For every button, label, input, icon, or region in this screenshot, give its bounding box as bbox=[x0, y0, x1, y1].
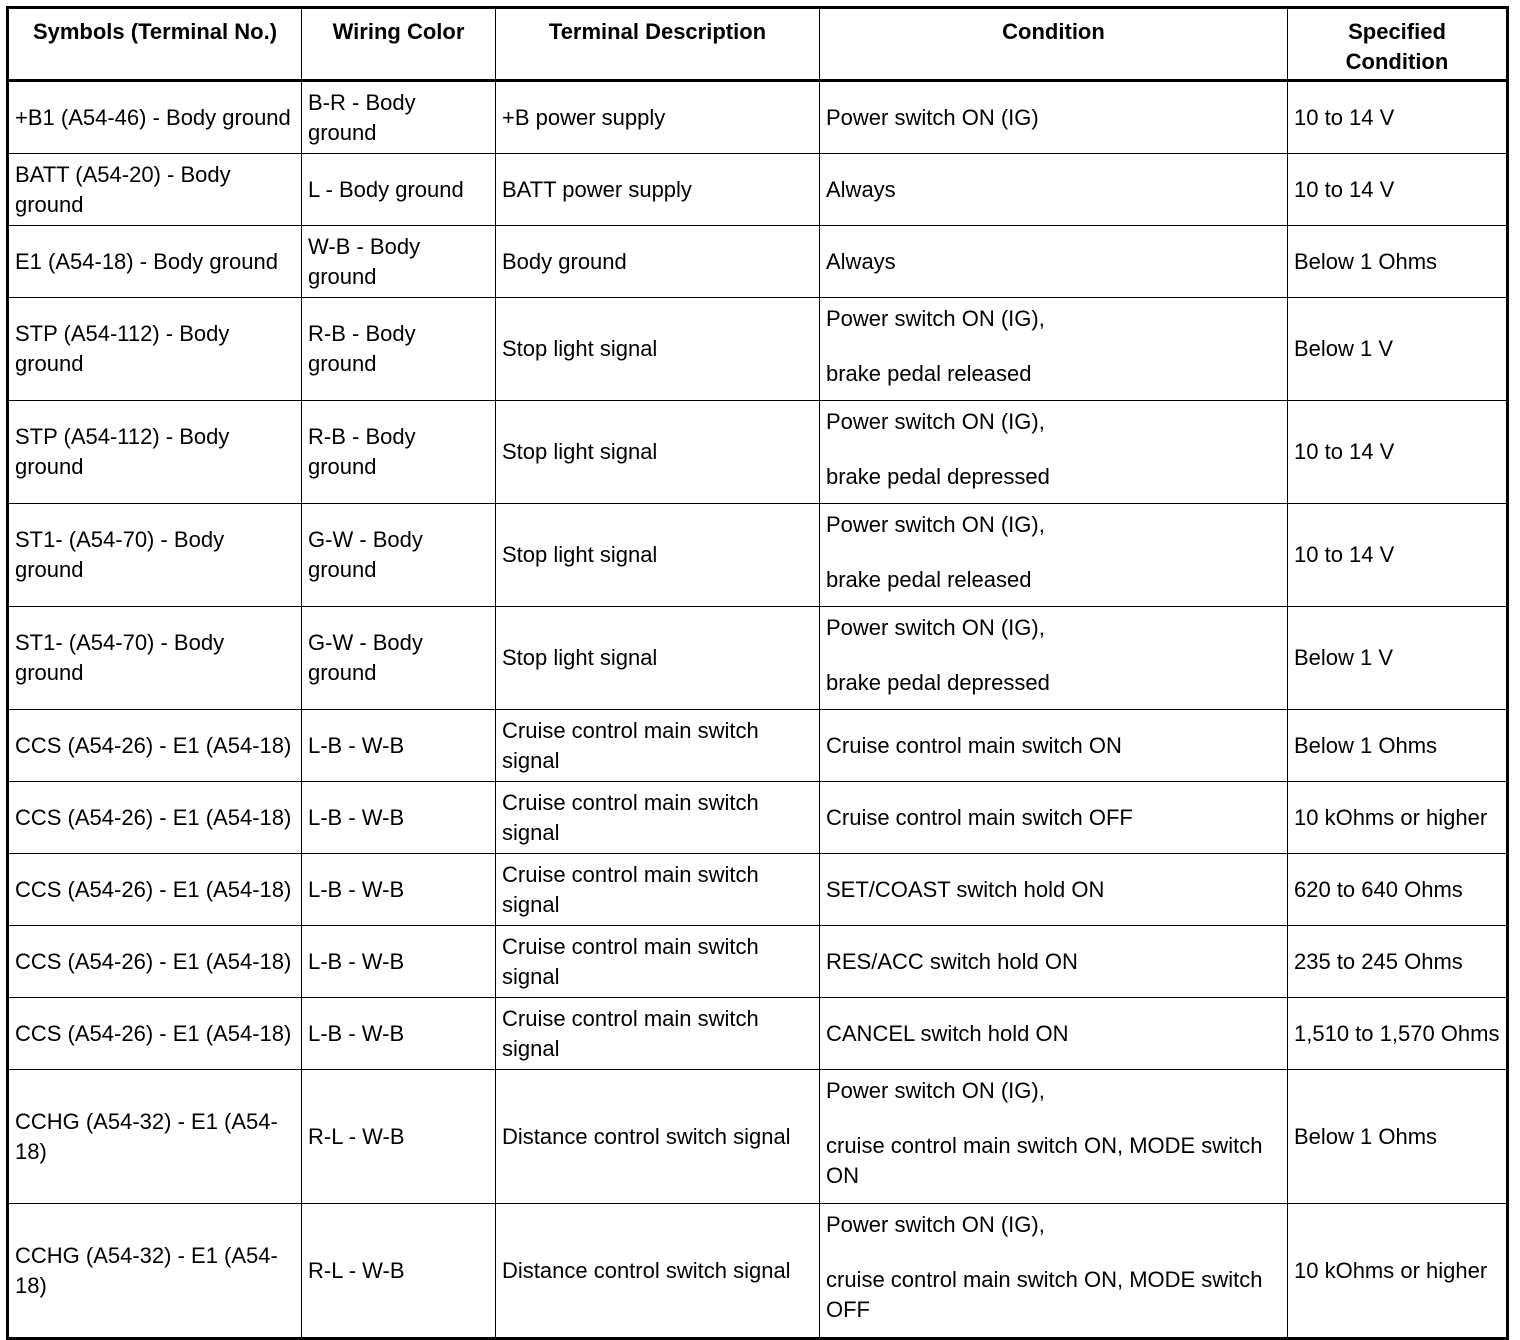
cell-wiring-color: W-B - Body ground bbox=[302, 226, 496, 298]
condition-line: cruise control main switch ON, MODE switch OFF bbox=[826, 1267, 1263, 1322]
cell-condition bbox=[820, 607, 1288, 710]
condition-line-gap bbox=[826, 643, 1281, 668]
condition-line: Power switch ON (IG), bbox=[826, 615, 1045, 640]
cell-specified-condition: 10 to 14 V bbox=[1288, 504, 1508, 607]
cell-symbol: STP (A54-112) - Body ground bbox=[8, 298, 302, 401]
header-terminal-description: Terminal Description bbox=[496, 8, 820, 81]
cell-condition bbox=[820, 298, 1288, 401]
condition-line: Always bbox=[826, 248, 896, 274]
condition-line: Cruise control main switch ON bbox=[826, 732, 1122, 758]
cell-condition bbox=[820, 154, 1288, 226]
cell-specified-condition: 10 to 14 V bbox=[1288, 154, 1508, 226]
cell-symbol: ST1- (A54-70) - Body ground bbox=[8, 607, 302, 710]
cell-terminal-description: Cruise control main switch signal bbox=[496, 926, 820, 998]
cell-wiring-color: R-L - W-B bbox=[302, 1070, 496, 1204]
table-row bbox=[8, 1070, 1508, 1204]
cell-wiring-color: R-L - W-B bbox=[302, 1204, 496, 1339]
terminal-spec-table bbox=[6, 6, 1509, 1340]
cell-specified-condition: 10 to 14 V bbox=[1288, 81, 1508, 154]
condition-line-gap bbox=[826, 437, 1281, 462]
cell-condition bbox=[820, 998, 1288, 1070]
cell-specified-condition: Below 1 Ohms bbox=[1288, 1070, 1508, 1204]
cell-condition bbox=[820, 854, 1288, 926]
cell-symbol: CCS (A54-26) - E1 (A54-18) bbox=[8, 854, 302, 926]
cell-condition bbox=[820, 1070, 1288, 1204]
cell-terminal-description: BATT power supply bbox=[496, 154, 820, 226]
table-row bbox=[8, 607, 1508, 710]
condition-line: Power switch ON (IG) bbox=[826, 104, 1039, 130]
table-row bbox=[8, 226, 1508, 298]
cell-symbol: +B1 (A54-46) - Body ground bbox=[8, 81, 302, 154]
condition-line: Power switch ON (IG), bbox=[826, 409, 1045, 434]
cell-symbol: BATT (A54-20) - Body ground bbox=[8, 154, 302, 226]
condition-line: Power switch ON (IG), bbox=[826, 1212, 1045, 1237]
cell-specified-condition: Below 1 V bbox=[1288, 607, 1508, 710]
condition-line: brake pedal depressed bbox=[826, 464, 1050, 489]
header-wiring-color: Wiring Color bbox=[302, 8, 496, 81]
cell-condition bbox=[820, 504, 1288, 607]
condition-line-gap bbox=[826, 1240, 1281, 1265]
cell-condition bbox=[820, 401, 1288, 504]
cell-condition bbox=[820, 226, 1288, 298]
cell-terminal-description: Cruise control main switch signal bbox=[496, 782, 820, 854]
cell-terminal-description: Cruise control main switch signal bbox=[496, 854, 820, 926]
condition-line: Cruise control main switch OFF bbox=[826, 804, 1133, 830]
cell-terminal-description: Stop light signal bbox=[496, 298, 820, 401]
table-row bbox=[8, 401, 1508, 504]
table-row bbox=[8, 710, 1508, 782]
condition-line: brake pedal released bbox=[826, 567, 1032, 592]
cell-condition bbox=[820, 81, 1288, 154]
cell-wiring-color: R-B - Body ground bbox=[302, 401, 496, 504]
condition-line: Power switch ON (IG), bbox=[826, 512, 1045, 537]
cell-specified-condition: 235 to 245 Ohms bbox=[1288, 926, 1508, 998]
table-row bbox=[8, 1204, 1508, 1339]
terminal-spec-sheet bbox=[6, 6, 1506, 1340]
condition-line-gap bbox=[826, 540, 1281, 565]
cell-condition bbox=[820, 926, 1288, 998]
condition-line: cruise control main switch ON, MODE switch ON bbox=[826, 1133, 1263, 1188]
cell-symbol: CCHG (A54-32) - E1 (A54-18) bbox=[8, 1070, 302, 1204]
cell-wiring-color: L-B - W-B bbox=[302, 998, 496, 1070]
header-specified-condition: Specified Condition bbox=[1288, 8, 1508, 81]
table-row bbox=[8, 998, 1508, 1070]
cell-specified-condition: Below 1 Ohms bbox=[1288, 226, 1508, 298]
cell-wiring-color: G-W - Body ground bbox=[302, 607, 496, 710]
condition-line: CANCEL switch hold ON bbox=[826, 1020, 1069, 1046]
cell-symbol: E1 (A54-18) - Body ground bbox=[8, 226, 302, 298]
cell-condition bbox=[820, 1204, 1288, 1339]
cell-wiring-color: L-B - W-B bbox=[302, 926, 496, 998]
table-row bbox=[8, 81, 1508, 154]
cell-wiring-color: L-B - W-B bbox=[302, 710, 496, 782]
condition-line-gap bbox=[826, 1106, 1281, 1131]
condition-line: RES/ACC switch hold ON bbox=[826, 948, 1078, 974]
cell-specified-condition: 10 kOhms or higher bbox=[1288, 782, 1508, 854]
condition-line-gap bbox=[826, 334, 1281, 359]
header-symbols: Symbols (Terminal No.) bbox=[8, 8, 302, 81]
cell-terminal-description: Distance control switch signal bbox=[496, 1070, 820, 1204]
cell-symbol: CCS (A54-26) - E1 (A54-18) bbox=[8, 782, 302, 854]
condition-line: brake pedal depressed bbox=[826, 670, 1050, 695]
cell-specified-condition: 1,510 to 1,570 Ohms bbox=[1288, 998, 1508, 1070]
header-condition: Condition bbox=[820, 8, 1288, 81]
cell-symbol: ST1- (A54-70) - Body ground bbox=[8, 504, 302, 607]
cell-terminal-description: Cruise control main switch signal bbox=[496, 710, 820, 782]
table-row bbox=[8, 298, 1508, 401]
cell-terminal-description: +B power supply bbox=[496, 81, 820, 154]
table-header bbox=[8, 8, 1508, 81]
cell-specified-condition: Below 1 V bbox=[1288, 298, 1508, 401]
condition-line: SET/COAST switch hold ON bbox=[826, 876, 1105, 902]
cell-symbol: STP (A54-112) - Body ground bbox=[8, 401, 302, 504]
cell-wiring-color: L-B - W-B bbox=[302, 782, 496, 854]
table-row bbox=[8, 926, 1508, 998]
table-body bbox=[8, 81, 1508, 1339]
cell-terminal-description: Stop light signal bbox=[496, 607, 820, 710]
table-row bbox=[8, 782, 1508, 854]
cell-symbol: CCS (A54-26) - E1 (A54-18) bbox=[8, 998, 302, 1070]
cell-symbol: CCS (A54-26) - E1 (A54-18) bbox=[8, 926, 302, 998]
cell-specified-condition: 620 to 640 Ohms bbox=[1288, 854, 1508, 926]
cell-terminal-description: Distance control switch signal bbox=[496, 1204, 820, 1339]
condition-line: Power switch ON (IG), bbox=[826, 1078, 1045, 1103]
condition-line: Power switch ON (IG), bbox=[826, 306, 1045, 331]
cell-wiring-color: L-B - W-B bbox=[302, 854, 496, 926]
cell-terminal-description: Stop light signal bbox=[496, 504, 820, 607]
table-row bbox=[8, 854, 1508, 926]
table-row bbox=[8, 504, 1508, 607]
cell-terminal-description: Cruise control main switch signal bbox=[496, 998, 820, 1070]
cell-wiring-color: G-W - Body ground bbox=[302, 504, 496, 607]
cell-specified-condition: 10 kOhms or higher bbox=[1288, 1204, 1508, 1339]
cell-specified-condition: 10 to 14 V bbox=[1288, 401, 1508, 504]
cell-symbol: CCS (A54-26) - E1 (A54-18) bbox=[8, 710, 302, 782]
header-row bbox=[8, 8, 1508, 81]
cell-terminal-description: Body ground bbox=[496, 226, 820, 298]
condition-line: brake pedal released bbox=[826, 361, 1032, 386]
condition-line: Always bbox=[826, 176, 896, 202]
cell-condition bbox=[820, 710, 1288, 782]
cell-symbol: CCHG (A54-32) - E1 (A54-18) bbox=[8, 1204, 302, 1339]
cell-condition bbox=[820, 782, 1288, 854]
cell-wiring-color: L - Body ground bbox=[302, 154, 496, 226]
cell-terminal-description: Stop light signal bbox=[496, 401, 820, 504]
cell-wiring-color: B-R - Body ground bbox=[302, 81, 496, 154]
table-row bbox=[8, 154, 1508, 226]
cell-specified-condition: Below 1 Ohms bbox=[1288, 710, 1508, 782]
cell-wiring-color: R-B - Body ground bbox=[302, 298, 496, 401]
